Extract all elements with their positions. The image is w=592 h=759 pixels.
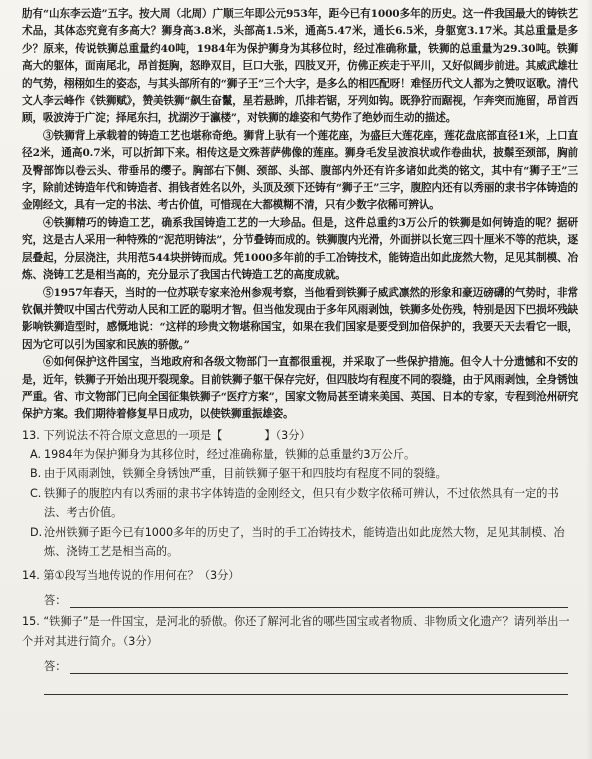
question-15 — [22, 612, 578, 695]
option-c-letter: C. — [30, 486, 42, 500]
option-b-text: 由于风雨剥蚀，铁狮全身锈蚀严重，目前铁狮子躯干和四肢均有程度不同的裂缝。 — [44, 467, 447, 481]
question-13-stem-text: 13. 下列说法不符合原文意思的一项是【 — [22, 428, 223, 442]
question-14-answer-line[interactable] — [70, 593, 568, 608]
question-14-answer-row — [44, 586, 578, 608]
question-15-text: 15. “铁狮子”是一件国宝，是河北的骄傲。你还了解河北省的哪些国宝或者物质、非物质文化遗产？请列举出一个并对其进行简介。（3分） — [22, 614, 570, 648]
paragraph-3: ③铁狮背上承载着的铸造工艺也堪称奇绝。狮背上驮有一个莲花座，为盛巨大莲花座，莲花盘底部直径1米，上口直径2米，通高0.7米，可以折卸下来。相传这是文殊菩萨佛像的莲座。狮身毛发呈波浪状或作卷曲状，披鬃至颈部，胸前及臀部饰以卷云头、带垂吊的缨子。胸部右下侧、颈部、头部、腹部内外还有许多诸如此类的铭文，其中有“狮子王”三字，除前述铸造年代和铸造者、捐钱者姓名以外，头顶及颈下还铸有“狮子王”三字，腹腔内还有以秀丽的隶书字体铸造的金刚经文，具有一定的书法、考古价值，可惜现在大都模糊不清，只有少数字依稀可辨认。 — [22, 129, 578, 212]
option-b[interactable] — [22, 464, 578, 484]
question-15-answer-row — [44, 652, 578, 674]
paragraph-4: ④铁狮精巧的铸造工艺，确系我国铸造工艺的一大珍品。但是，这件总重约3万公斤的铁狮是如何铸造的呢？据研究，这是古人采用一种特殊的“泥范明铸法”，分节叠铸而成的。铁狮腹内光滑，外面拼以长宽三四十厘米不等的范块，逐层叠起，分层浇注，共用范544块拼铸而成。凭1000多年前的手工冶铸技术，能铸造出如此庞然大物，足见其制模、冶炼、浇铸工艺是相当高的，充分显示了我国古代铸造工艺的高度成就。 — [22, 216, 578, 282]
option-a-text: 1984年为保护狮身为其移位时，经过准确称量，铁狮的总重量约3万公斤。 — [44, 447, 416, 461]
question-15-answer-label: 答： — [44, 659, 67, 673]
option-d-text: 沧州铁狮子距今已有1000多年的历史了，当时的手工冶铸技术，能铸造出如此庞然大物，足见其制模、冶炼、浇铸工艺是相当高的。 — [44, 525, 565, 559]
option-d[interactable] — [22, 523, 578, 562]
option-c[interactable] — [22, 484, 578, 523]
option-a-letter: A. — [30, 447, 42, 461]
paragraph-6: ⑥如何保护这件国宝，当地政府和各级文物部门一直都很重视，并采取了一些保护措施。但令人十分遗憾和不安的是，近年，铁狮子开始出现开裂现象。目前铁狮子躯干保存完好，但四肢均有程度不同的裂缝，由于风雨剥蚀，全身锈蚀严重。省、市文物部门已向全国征集铁狮子“医疗方案”，国家文物局甚至请来美国、英国、日本的专家，专程到沧州研究保护方案。我们期待着修复早日成功，以使铁狮重振雄姿。 — [22, 356, 578, 421]
question-13 — [22, 426, 578, 562]
page-edge-shadow — [586, 0, 592, 759]
question-15-answer-line[interactable] — [70, 659, 568, 674]
option-a[interactable] — [22, 445, 578, 465]
question-14 — [22, 566, 578, 608]
reading-passage — [22, 6, 578, 424]
option-d-letter: D. — [30, 525, 43, 539]
question-14-text: 14. 第①段写当地传说的作用何在？（3分） — [22, 568, 240, 582]
option-c-text: 铁狮子的腹腔内有以秀丽的隶书字体铸造的金刚经文，但只有少数字依稀可辨认，不过依然具有一定的书法、考古价值。 — [44, 486, 559, 520]
question-15-answer-line-2[interactable] — [44, 674, 568, 695]
question-13-stem-end: 】（3分） — [264, 428, 311, 442]
option-b-letter: B. — [30, 467, 42, 481]
question-14-answer-label: 答： — [44, 593, 67, 607]
question-13-stem — [22, 426, 578, 445]
paragraph-5: ⑤1957年春天，当时的一位苏联专家来沧州参观考察，当他看到铁狮子威武凛然的形象和豪迈磅礴的气势时，非常钦佩并赞叹中国古代劳动人民和工匠的聪明才智。但当他发现由于多年风雨剥蚀，铁狮多处伤残，特别是因下巴损坏残缺影响铁狮造型时，感慨地说：“这样的珍贵文物堪称国宝，如果在我们国家是要受到加倍保护的，我要天天去看它一眼，因为它可以引为国家和民族的骄傲。” — [22, 286, 578, 351]
paragraph-continued: 肋有“山东李云造”五字。按大周（北周）广顺三年即公元953年，距今已有1000多年的历史。这一件我国最大的铸铁艺术品，其体态究竟有多高大？狮身高3.8米，头部高1.5米，通高5.47米，通长6.5米，身躯宽3.17米。其总重量是多少？原来，传说铁狮总重量约40吨，1984年为保护狮身为其移位时，经过准确称量，铁狮的总重量为29.30吨。铁狮高大的躯体，面南尾北，昂首挺胸，怒睁双目，巨口大张，四肢叉开，仿佛正疾走于平川，又好似阔步前进。其威武雄壮的气势，栩栩如生的姿态，与其头部所有的“狮子王”三个大字，是多么的相匹配呀！难怪历代文人都为之赞叹讴歌。清代文人李云峰作《铁狮赋》，赞美铁狮“飙生奋鬣，星若悬眸，爪排若锯，牙列如钩。既狰狞而踞视，乍奔突而施留，昂首西顾，吸波涛于广淀；择尾东扫，扰湖汐于瀛楼”，对铁狮的雄姿和气势作了绝妙而生动的描述。 — [22, 8, 578, 125]
